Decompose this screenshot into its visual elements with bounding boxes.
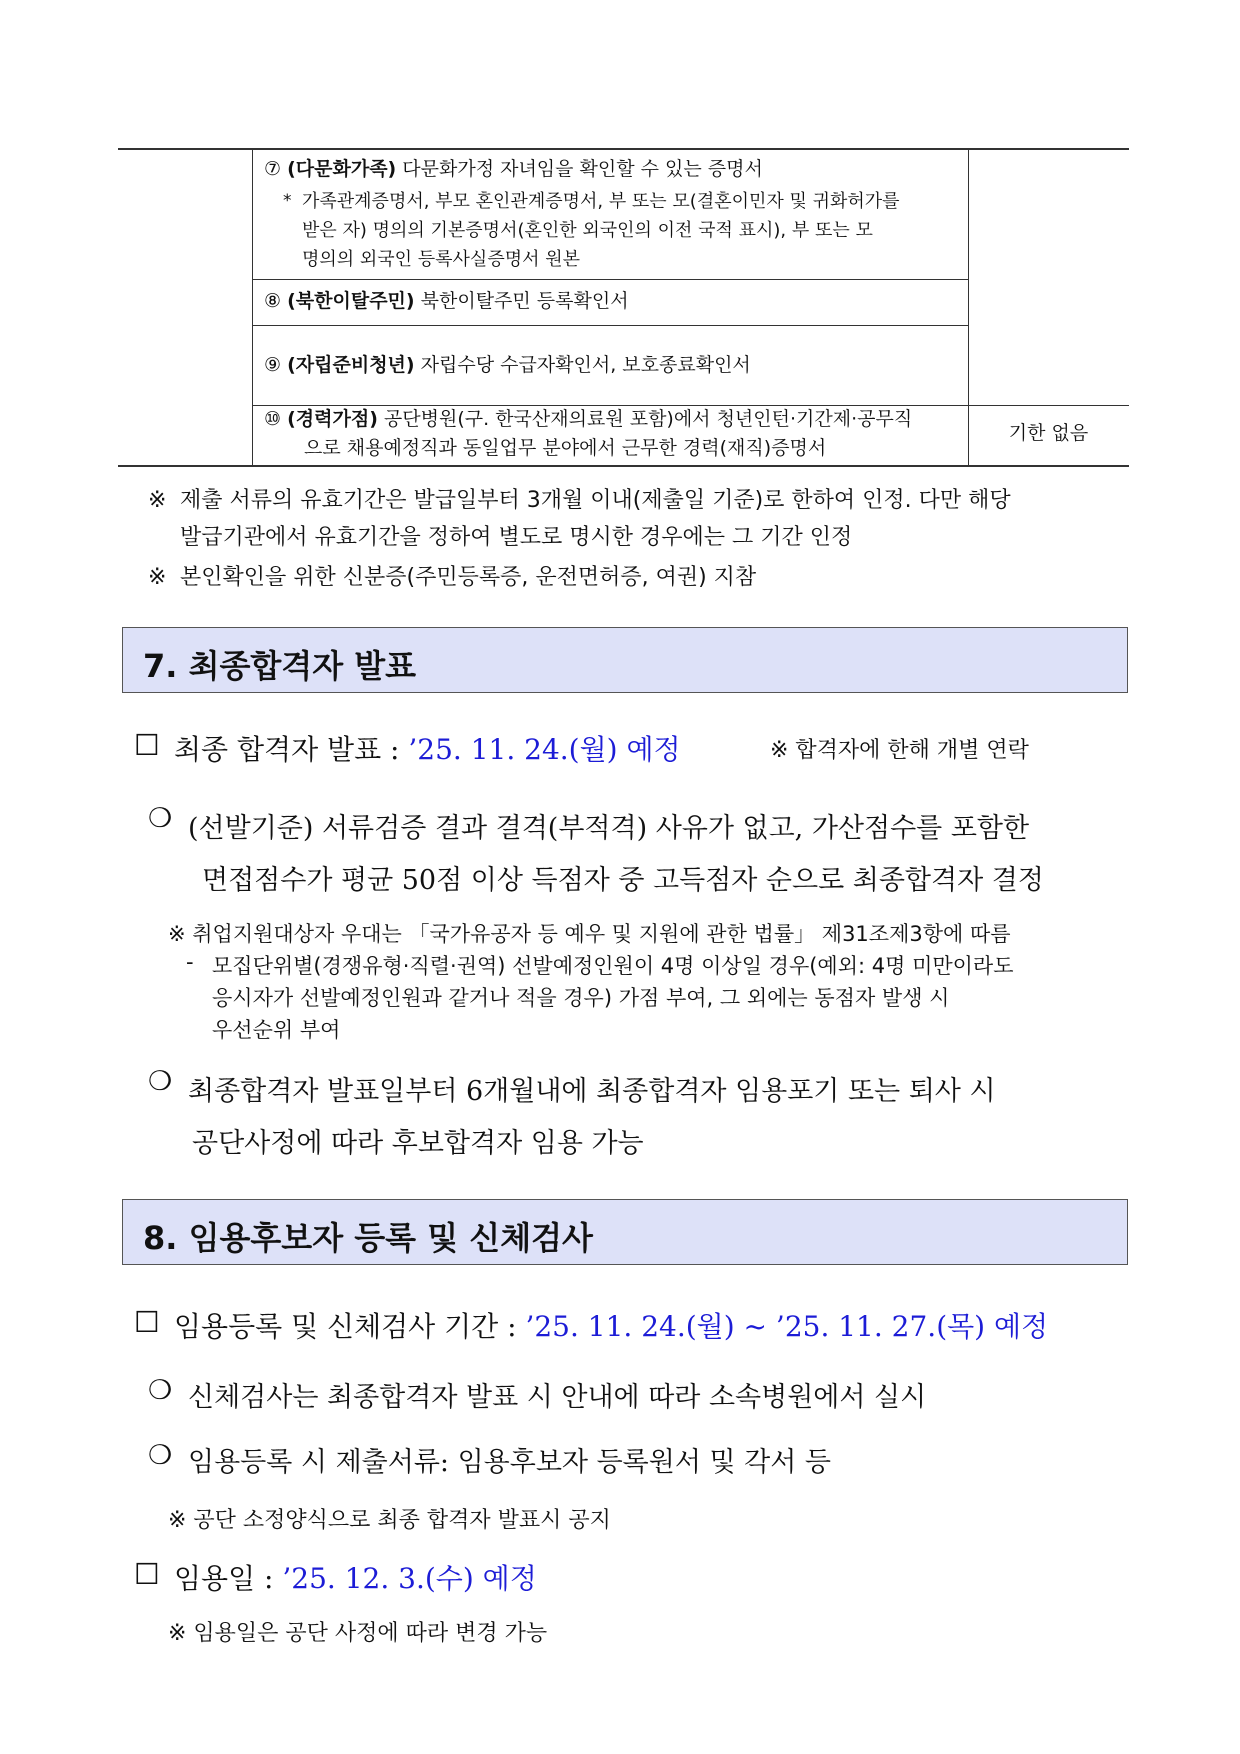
section-header-7 [122, 627, 1128, 693]
circle-bullet-icon: ❍ [148, 1066, 173, 1097]
appointment-date-line: 임용일 : ’25. 12. 3.(수) 예정 [174, 1562, 537, 1595]
section-title: 8. 임용후보자 등록 및 신체검사 [143, 1219, 593, 1257]
registration-period-line: 임용등록 및 신체검사 기간 : ’25. 11. 24.(월) ~ ’25. 11. 27.(목) 예정 [174, 1310, 1049, 1343]
row-heading: (자립준비청년) [287, 354, 415, 376]
row-number: ⑦ [264, 158, 282, 180]
section-header-8 [122, 1199, 1128, 1265]
row-number: ⑩ [264, 408, 282, 430]
selection-criteria: (선발기준) 서류검증 결과 결격(부적격) 사유가 없고, 가산점수를 포함한 면접점수가 평균 50점 이상 득점자 중 고득점자 순으로 최종합격자 결정 [188, 813, 1044, 896]
announcement-date: ’25. 11. 24.(월) 예정 [408, 733, 681, 766]
docs-note: ※ 공단 소정양식으로 최종 합격자 발표시 공지 [168, 1508, 611, 1533]
circle-bullet-icon: ❍ [148, 1440, 173, 1471]
id-note: 본인확인을 위한 신분증(주민등록증, 운전면허증, 여권) 지참 [180, 565, 757, 590]
square-bullet-icon: ☐ [134, 1557, 160, 1591]
row-number: ⑨ [264, 354, 282, 376]
law-note: ※ 취업지원대상자 우대는 「국가유공자 등 예우 및 지원에 관한 법률」 제31조제3항에 따름 [168, 922, 1011, 946]
table-row [264, 156, 763, 183]
dash-mark: - [186, 950, 194, 974]
row-text: 자립수당 수급자확인서, 보호종료확인서 [414, 354, 751, 376]
square-bullet-icon: ☐ [134, 728, 160, 762]
table-row [264, 352, 751, 379]
registration-period-date: ’25. 11. 24.(월) ~ ’25. 11. 27.(목) 예정 [525, 1310, 1049, 1343]
footnote-mark: * [283, 191, 292, 211]
row-subnote: 가족관계증명서, 부모 혼인관계증명서, 부 또는 모(결혼이민자 및 귀화허가를 받은 자) 명의의 기본증명서(혼인한 외국인의 이전 국적 표시), 부 또는 모 명의의 외국인 등록사실증명서 원본 [302, 191, 900, 270]
circle-bullet-icon: ❍ [148, 803, 173, 834]
square-bullet-icon: ☐ [134, 1305, 160, 1339]
row-number: ⑧ [264, 290, 282, 312]
row-text: 다문화가정 자녀임을 확인할 수 있는 증명서 [396, 158, 763, 180]
row-heading: (북한이탈주민) [287, 290, 415, 312]
table-row [264, 288, 629, 315]
note-mark: ※ [148, 488, 167, 513]
medical-exam-note: 신체검사는 최종합격자 발표 시 안내에 따라 소속병원에서 실시 [188, 1382, 927, 1413]
announcement-note: ※ 합격자에 한해 개별 연락 [770, 738, 1029, 763]
table-row [264, 406, 912, 433]
validity-note: 제출 서류의 유효기간은 발급일부터 3개월 이내(제출일 기준)로 한하여 인정. 다만 해당 발급기관에서 유효기간을 정하여 별도로 명시한 경우에는 그 기간 인정 [180, 488, 1011, 550]
row-heading: (다문화가족) [287, 158, 397, 180]
table-row-divider [252, 325, 968, 326]
appointment-note: ※ 임용일은 공단 사정에 따라 변경 가능 [168, 1621, 548, 1646]
table-left-column-divider [252, 149, 253, 465]
section-title: 7. 최종합격자 발표 [143, 647, 417, 685]
validity-cell: 기한 없음 [1008, 422, 1089, 444]
table-bottom-border [118, 465, 1129, 467]
tiebreak-rule: 모집단위별(경쟁유형·직렬·권역) 선발예정인원이 4명 이상일 경우(예외: 4명 미만이라도 응시자가 선발예정인원과 같거나 적을 경우) 가점 부여, 그 외에는 동점자 발생 시 우선순위 부여 [212, 954, 1014, 1042]
table-right-column-divider [968, 149, 969, 465]
announcement-line: 최종 합격자 발표 : ’25. 11. 24.(월) 예정 [174, 733, 681, 766]
appointment-date: ’25. 12. 3.(수) 예정 [282, 1562, 537, 1595]
row-text: 공단병원(구. 한국산재의료원 포함)에서 청년인턴·기간제·공무직 [377, 408, 913, 430]
table-top-border [118, 148, 1129, 150]
row-text-continued: 으로 채용예정직과 동일업무 분야에서 근무한 경력(재직)증명서 [304, 437, 827, 459]
registration-docs: 임용등록 시 제출서류: 임용후보자 등록원서 및 각서 등 [188, 1447, 831, 1478]
row-heading: (경력가점) [287, 408, 378, 430]
note-mark: ※ [148, 565, 167, 590]
row-text: 북한이탈주민 등록확인서 [414, 290, 629, 312]
circle-bullet-icon: ❍ [148, 1375, 173, 1406]
table-row-divider [252, 279, 968, 280]
reserve-candidate-note: 최종합격자 발표일부터 6개월내에 최종합격자 임용포기 또는 퇴사 시 공단사정에 따라 후보합격자 임용 가능 [188, 1076, 996, 1159]
